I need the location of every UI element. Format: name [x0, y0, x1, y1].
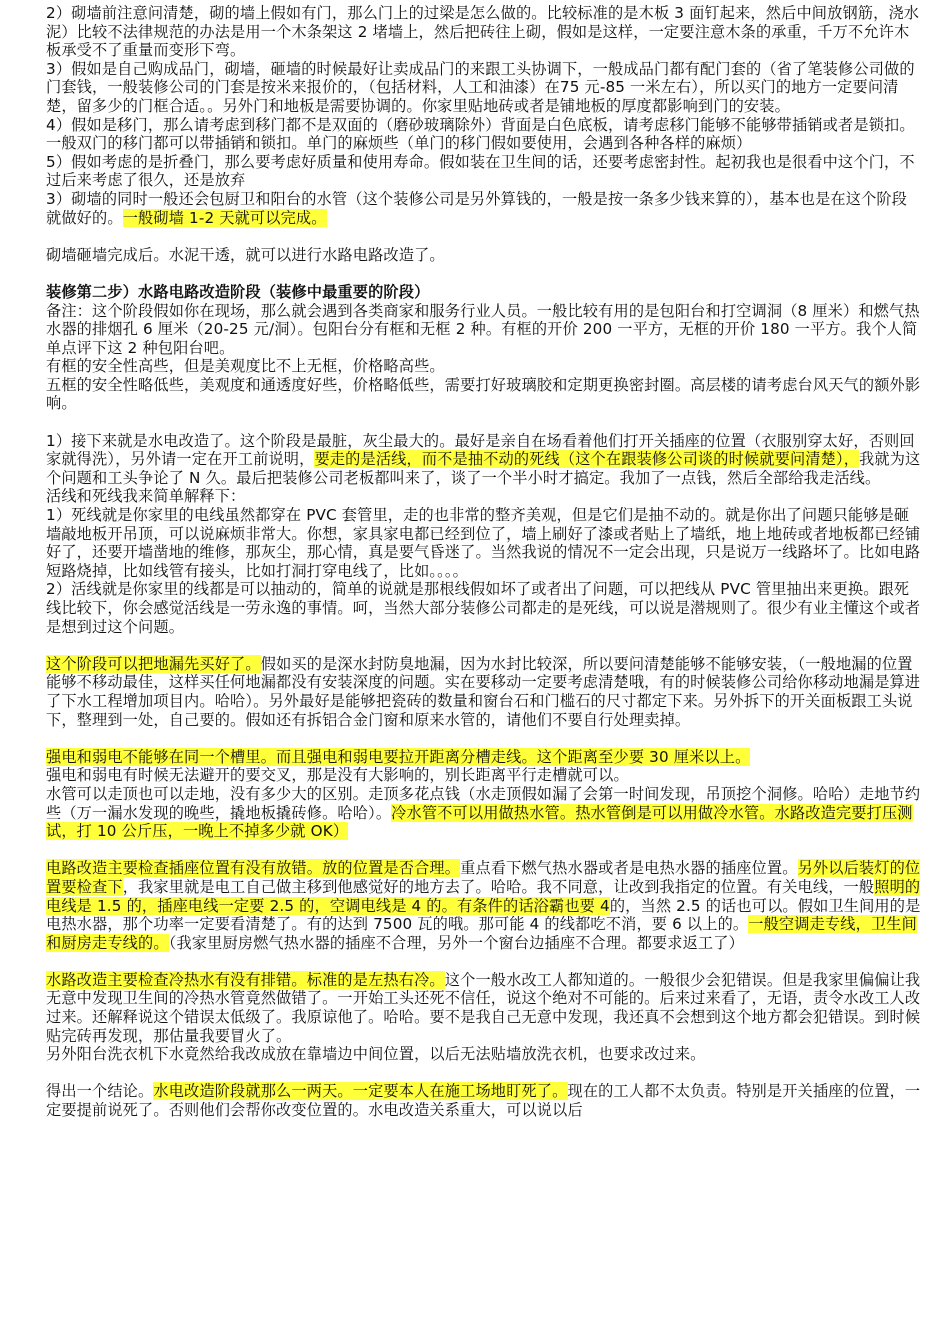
paragraph [46, 302, 922, 358]
paragraph [46, 432, 922, 488]
paragraph [46, 246, 922, 265]
paragraph [46, 1082, 922, 1119]
paragraph [46, 859, 922, 952]
text-segment: 我就为这个问题和工头争论了 N 久。最后把装修公司老板都叫来了，谈了一个半小时才搞定。我加了一点钱，然后全部给我走活线。 [46, 450, 921, 487]
paragraph-spacer [46, 952, 922, 971]
paragraph-spacer [46, 227, 922, 246]
paragraph [46, 60, 922, 116]
text-segment: 五框的安全性略低些，美观度和通透度好些，价格略低些，需要打好玻璃胶和定期更换密封圈。高层楼的请考虑台风天气的额外影响。 [46, 375, 921, 413]
paragraph-spacer [46, 841, 922, 860]
text-segment: 备注：这个阶段假如你在现场，那么就会遇到各类商家和服务行业人员。一般比较有用的是包阳台和打空调洞（8 厘米）和燃气热水器的排烟孔 6 厘米（20-25 元/洞）。包阳台分有框和无框 2 种。有框的开价 200 一平方，无框的开价 180 一平方。我个人简单点评下这 2 种包阳台吧。 [46, 301, 920, 357]
paragraph [46, 357, 922, 376]
highlighted-text: 要走的是活线，而不是抽不动的死线（这个在跟装修公司谈的时候就要问清楚）， [314, 450, 860, 469]
paragraph [46, 971, 922, 1045]
paragraph [46, 1045, 922, 1064]
text-segment: （我家里厨房燃气热水器的插座不合理，另外一个窗台边插座不合理。都要求返工了） [168, 933, 744, 952]
paragraph [46, 748, 922, 767]
text-segment: 1）接下来就是水电改造了。这个阶段是最脏，灰尘最大的。最好是亲自在场看着他们打开关插座的位置（衣服别穿太好，否则回家就得洗），另外请一定在开工前说明， [46, 431, 915, 469]
paragraph [46, 190, 922, 227]
highlighted-text: 一般砌墙 1-2 天就可以完成。 [122, 208, 327, 227]
highlighted-text: 强电和弱电不能够在同一个槽里。而且强电和弱电要拉开距离分槽走线。这个距离至少要 30 厘米以上。 [46, 747, 751, 766]
text-segment: 砌墙砸墙完成后。水泥干透，就可以进行水路电路改造了。 [46, 245, 445, 264]
paragraph [46, 785, 922, 841]
text-segment: 现在的工人都不太负责。特别是开关插座的位置，一定要提前说死了。否则他们会帮你改变位置的。水电改造关系重大，可以说以后 [46, 1082, 921, 1120]
paragraph-spacer [46, 413, 922, 432]
highlighted-text: 照明的电线是 1.5 的，插座电线一定要 2.5 的，空调电线是 4 的。有条件的话浴霸也要 4 [46, 877, 921, 915]
text-segment: 1）死线就是你家里的电线虽然都穿在 PVC 套管里，走的也非常的整齐美观，但是它们是抽不动的。就是你出了问题只能够是砸墙敲地板开吊顶，可以说麻烦非常大。你想，家具家电都已经到位了，墙上刷好了漆或者贴上了墙纸，地上地砖或者地板都已经铺好了，还要开墙凿地的维修，那灰尘，那心情，真是要气昏迷了。当然我说的情况不一定会出现，只是说万一线路坏了。比如电路短路烧掉，比如线管有接头，比如打洞打穿电线了，比如。。。。 [46, 506, 921, 580]
paragraph [46, 4, 922, 60]
paragraph [46, 580, 922, 636]
text-segment: 强电和弱电有时候无法避开的要交叉，那是没有大影响的，别长距离平行走槽就可以。 [46, 766, 629, 785]
text-segment: 4）假如是移门，那么请考虑到移门都不是双面的（磨砂玻璃除外）背面是白色底板，请考虑移门能够不能够带插销或者是锁扣。一般双门的移门都可以带插销和锁扣。单门的麻烦些（单门的移门假如要使用，会遇到各种各样的麻烦） [46, 115, 915, 153]
paragraph [46, 376, 922, 413]
text-segment: 水管可以走顶也可以走地，没有多少大的区别。走顶多花点钱（水走顶假如漏了会第一时间发现，吊顶挖个洞修。哈哈）走地节约些（万一漏水发现的晚些，撬地板撬砖修。哈哈）。 [46, 784, 921, 822]
highlighted-text: 这个阶段可以把地漏先买好了。 [46, 654, 261, 673]
paragraph-spacer [46, 264, 922, 283]
paragraph [46, 506, 922, 580]
section-heading [46, 283, 922, 302]
text-segment: 重点看下燃气热水器或者是电热水器的插座位置。 [460, 859, 798, 878]
highlighted-text: 一般空调走专线，卫生间和厨房走专线的。 [46, 915, 917, 952]
text-segment: 这个一般水改工人都知道的。一般很少会犯错误。但是我家里偏偏让我无意中发现卫生间的冷热水管竟然做错了。一开始工头还死不信任，说这个绝对不可能的。后来过来看了，无语，责令水改工人改过来。还解释说这个错误太低级了。我原谅他了。哈哈。要不是我自己无意中发现，我还真不会想到这个地方都会犯错误。到时候贴完砖再发现，那估量我要冒火了。 [46, 970, 921, 1045]
text-segment: 2）活线就是你家里的线都是可以抽动的，简单的说就是那根线假如坏了或者出了问题，可以把线从 PVC 管里抽出来更换。跟死线比较下，你会感觉活线是一劳永逸的事情。呵，当然大部分装修公司都走的是死线，可以说是潜规则了。很少有业主懂这个或者是想到过这个问题。 [46, 580, 921, 636]
highlighted-text: 水路改造主要检查冷热水有没有排错。标准的是左热右冷。 [46, 970, 445, 989]
text-segment: 装修第二步）水路电路改造阶段（装修中最重要的阶段） [46, 282, 430, 301]
text-segment: 5）假如考虑的是折叠门，那么要考虑好质量和使用寿命。假如装在卫生间的话，还要考虑密封性。起初我也是很看中这个门，不过后来考虑了很久，还是放弃 [46, 152, 915, 190]
highlighted-text: 水电改造阶段就那么一两天。一定要本人在施工场地盯死了。 [153, 1082, 568, 1101]
paragraph-spacer [46, 1064, 922, 1083]
text-segment: 活线和死线我来简单解释下： [46, 487, 246, 506]
paragraph [46, 487, 922, 506]
paragraph-spacer [46, 636, 922, 655]
text-segment: ，我家里就是电工自己做主移到他感觉好的地方去了。哈哈。我不同意，让改到我指定的位置。有关电线，一般 [122, 877, 875, 896]
paragraph [46, 655, 922, 729]
text-segment: 有框的安全性高些，但是美观度比不上无框，价格略高些。 [46, 357, 445, 376]
text-segment: 假如买的是深水封防臭地漏，因为水封比较深，所以要问清楚能够不能够安装，（一般地漏的位置能够不移动最佳，这样买任何地漏都没有安装深度的问题。实在要移动一定要考虑清楚哦，有的时候装修公司给你移动地漏是算进了下水工程增加项目内。哈哈）。另外最好是能够把瓷砖的数量和窗台石和门槛石的尺寸都定下来。另外拆下的开关面板跟工头说下，整理到一处，自己要的。假如还有拆铝合金门窗和原来水管的，请他们不要自行处理卖掉。 [46, 654, 921, 729]
text-segment: 2）砌墙前注意问清楚，砌的墙上假如有门，那么门上的过梁是怎么做的。比较标准的是木板 3 面钉起来，然后中间放钢筋，浇水泥）比较不法律规范的办法是用一个木条架这 2 堵墙上，然后把砖往上砌，假如是这样，一定要注意木条的承重，千万不允许木板承受不了重量而变形下弯。 [46, 4, 920, 60]
text-segment: 得出一个结论。 [46, 1082, 154, 1101]
paragraph [46, 766, 922, 785]
highlighted-text: 电路改造主要检查插座位置有没有放错。放的位置是否合理。 [46, 859, 461, 878]
paragraph [46, 116, 922, 153]
text-segment: 3）砌墙的同时一般还会包厨卫和阳台的水管（这个装修公司是另外算钱的，一般是按一条多少钱来算的），基本也是在这个阶段就做好的。 [46, 189, 908, 227]
highlighted-text: 另外以后装灯的位置要检查下 [46, 859, 921, 896]
highlighted-text: 冷水管不可以用做热水管。热水管倒是可以用做冷水管。水路改造完要打压测试，打 10 公斤压，一晚上不掉多少就 OK） [46, 803, 913, 841]
paragraph-spacer [46, 729, 922, 748]
text-segment: 的，当然 2.5 的话也可以。假如卫生间用的是电热水器，那个功率一定要看清楚了。有的达到 7500 瓦的哦。那可能 4 的线都吃不消，要 6 以上的。 [46, 896, 921, 934]
text-segment: 另外阳台洗衣机下水竟然给我改成放在靠墙边中间位置，以后无法贴墙放洗衣机，也要求改过来。 [46, 1045, 706, 1064]
paragraph [46, 153, 922, 190]
text-segment: 3）假如是自己购成品门，砌墙，砸墙的时候最好让卖成品门的来跟工头协调下，一般成品门都有配门套的（省了笔装修公司做的门套钱，一般装修公司的门套是按米来报价的，（包括材料，人工和油漆）在75 元-85 一米左右），所以买门的地方一定要问清楚，留多少的门框合适。。另外门和地板是需要协调的。你家里贴地砖或者是铺地板的厚度都影响到门的安装。 [46, 59, 915, 115]
